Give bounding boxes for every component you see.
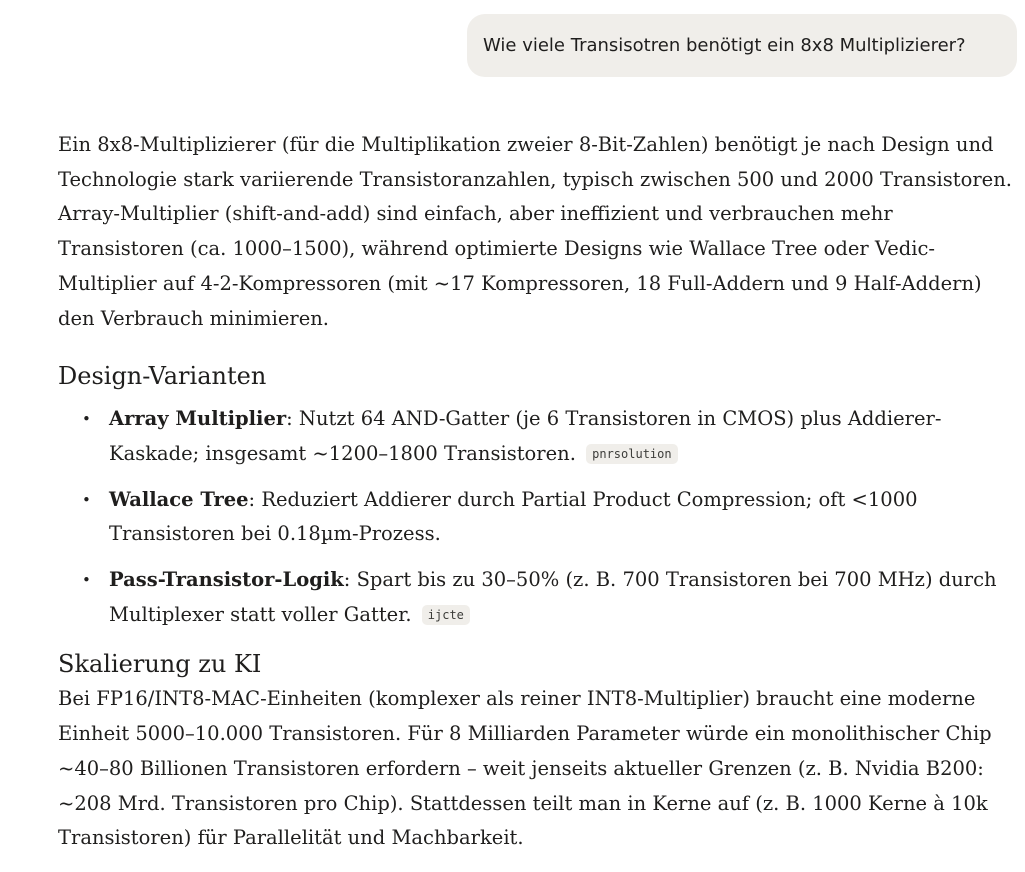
scaling-heading: Skalierung zu KI bbox=[58, 650, 262, 679]
design-variants-list bbox=[58, 402, 1013, 632]
source-chip-pnrsolution[interactable]: pnrsolution bbox=[586, 444, 677, 464]
variant-text: : Spart bis zu 30–50% (z. B. 700 Transistoren bei 700 MHz) durch Multiplexer statt voller Gatter. bbox=[109, 568, 997, 626]
user-message-text: Wie viele Transisotren benötigt ein 8x8 Multiplizierer? bbox=[483, 35, 966, 56]
bullet-icon: • bbox=[82, 410, 91, 429]
variant-term: Array Multiplier bbox=[109, 407, 287, 431]
variant-term: Wallace Tree bbox=[109, 487, 249, 511]
user-message-bubble bbox=[467, 14, 1017, 77]
variant-term: Pass-Transistor-Logik bbox=[109, 568, 344, 592]
variant-pass-transistor-logic bbox=[58, 563, 1013, 632]
scaling-paragraph: Bei FP16/INT8-MAC-Einheiten (komplexer als reiner INT8-Multiplier) braucht eine moderne Einheit 5000–10.000 Transistoren. Für 8 Milliarden Parameter würde ein monolithischer Chip ~40–80 Billionen Transistoren erfordern – weit jenseits aktueller Grenzen (z. B. Nvidia B200: ~208 Mrd. Transistoren pro Chip). Stattdessen teilt man in Kerne auf (z. B. 1000 Kerne à 10k Transistoren) für Parallelität und Machbarkeit. bbox=[58, 687, 992, 850]
bullet-icon: • bbox=[82, 571, 91, 590]
assistant-response bbox=[58, 128, 1013, 856]
variant-text: : Reduziert Addierer durch Partial Product Compression; oft <1000 Transistoren bei 0.18µm-Prozess. bbox=[109, 487, 918, 546]
variant-wallace-tree bbox=[58, 483, 1013, 552]
design-variants-heading: Design-Varianten bbox=[58, 362, 267, 391]
intro-paragraph: Ein 8x8-Multiplizierer (für die Multiplikation zweier 8-Bit-Zahlen) benötigt je nach Design und Technologie stark variierende Transistoranzahlen, typisch zwischen 500 und 2000 Transistoren. Array-Multiplier (shift-and-add) sind einfach, aber ineffizient und verbrauchen mehr Transistoren (ca. 1000–1500), während optimierte Designs wie Wallace Tree oder Vedic-Multiplier auf 4-2-Kompressoren (mit ~17 Kompressoren, 18 Full-Addern und 9 Half-Addern) den Verbrauch minimieren. bbox=[58, 133, 1012, 330]
source-chip-ijcte[interactable]: ijcte bbox=[422, 605, 470, 625]
variant-array-multiplier bbox=[58, 402, 1013, 471]
bullet-icon: • bbox=[82, 490, 91, 509]
variant-text: : Nutzt 64 AND-Gatter (je 6 Transistoren in CMOS) plus Addierer-Kaskade; insgesamt ~1200–1800 Transistoren. bbox=[109, 407, 942, 465]
